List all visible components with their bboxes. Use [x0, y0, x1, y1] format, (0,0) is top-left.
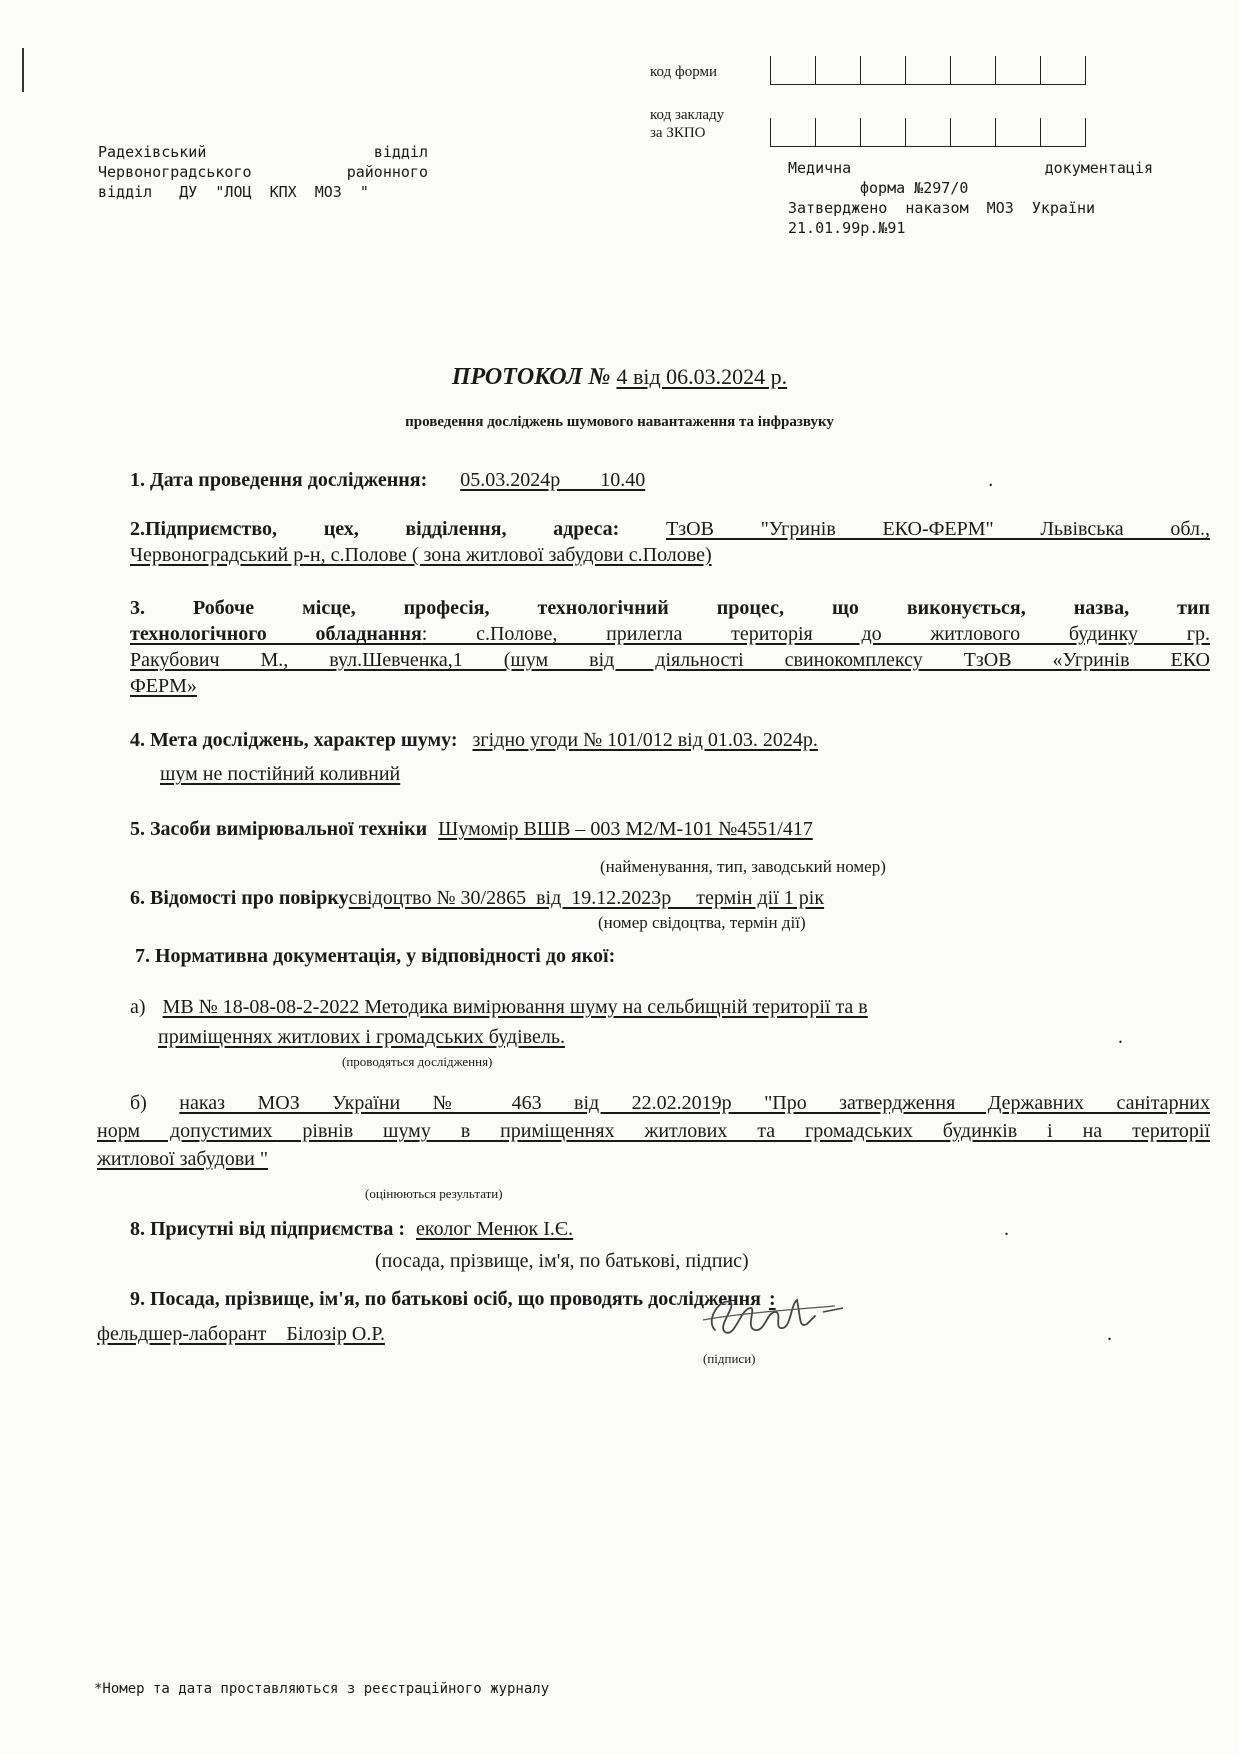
item-2-enterprise-cont: Червоноградський р-н, с.Полове ( зона житлової забудови с.Полове) [130, 544, 712, 566]
item-1-date: 1. Дата проведення дослідження: 05.03.2024р 10.40 . [130, 469, 994, 491]
item-7b-order: б) наказ МОЗ України № 463 від 22.02.2019р "Про затвердження Державних санітарних [130, 1092, 1211, 1114]
form-code-cells [770, 56, 1086, 85]
item-7b-order-end: житлової забудови " [97, 1148, 269, 1170]
margin-mark [22, 48, 24, 92]
item-6-caption: (номер свідоцтва, термін дії) [598, 913, 806, 932]
zkpo-cells-row [770, 118, 1086, 147]
item-7a-caption: (проводяться дослідження) [342, 1054, 493, 1069]
item-4-purpose: 4. Мета досліджень, характер шуму: згідно угоди № 101/012 від 01.03. 2024р. [130, 729, 818, 751]
zkpo-cells [770, 118, 1086, 147]
item-8-caption: (посада, прізвище, ім'я, по батькові, підпис) [375, 1250, 749, 1272]
signature-image [695, 1290, 855, 1350]
item-7b-caption: (оцінюються результати) [365, 1186, 503, 1201]
item-8-present: 8. Присутні від підприємства : еколог Менюк І.Є. . [130, 1218, 1009, 1240]
item-2-enterprise: 2.Підприємство, цех, відділення, адреса: ТзОВ "Угринів ЕКО-ФЕРМ" Львівська обл., [130, 518, 1211, 540]
form-code-row [650, 56, 1086, 85]
zkpo-label: код закладу за ЗКПО [650, 107, 725, 141]
item-4-noise-type: шум не постійний коливний [160, 763, 401, 785]
item-9-caption: (підписи) [703, 1351, 756, 1366]
item-9-conductors: 9. Посада, прізвище, ім'я, по батькові осіб, що проводять дослідження : [130, 1288, 776, 1310]
item-5-instrument: 5. Засоби вимірювальної техніки Шумомір ВШВ – 003 М2/М-101 №4551/417 [130, 818, 813, 840]
item-3-equipment: технологічного обладнання: с.Полове, прилегла територія до житлового будинку гр. [130, 623, 1210, 645]
protocol-subtitle: проведення досліджень шумового навантаження та інфразвуку [405, 414, 834, 430]
item-7b-order-cont: норм допустимих рівнів шуму в приміщеннях житлових та громадських будинків і на території [97, 1120, 1210, 1142]
footnote: *Номер та дата проставляються з реєстраційного журналу [94, 1681, 550, 1697]
item-7-normative: 7. Нормативна документація, у відповідності до якої: [135, 945, 616, 967]
item-5-caption: (найменування, тип, заводський номер) [600, 857, 886, 876]
med-doc-block: Медична документація форма №297/0 Затверджено наказом МОЗ України 21.01.99р.№91 [788, 159, 1153, 237]
item-7a-method: а) МВ № 18-08-08-2-2022 Методика вимірювання шуму на сельбищній території та в [130, 996, 868, 1018]
item-3-location: Ракубович М., вул.Шевченка,1 (шум від діяльності свинокомплексу ТзОВ «Угринів ЕКО [130, 649, 1210, 671]
item-7a-method-cont: приміщеннях житлових і громадських будівель. . [158, 1026, 1123, 1048]
protocol-title: ПРОТОКОЛ № 4 від 06.03.2024 р. [451, 364, 788, 390]
item-3-location-end: ФЕРМ» [130, 675, 197, 697]
form-code-label: код форми [650, 64, 717, 80]
item-9-conductor-name: фельдшер-лаборант Білозір О.Р. . [97, 1323, 1112, 1345]
organization-block: Радехівський відділ Червоноградського районного відділ ДУ "ЛОЦ КПХ МОЗ " [98, 143, 428, 201]
item-6-verification: 6. Відомості про повіркусвідоцтво № 30/2865 від 19.12.2023р термін дії 1 рік [130, 887, 825, 909]
item-3-workplace: 3. Робоче місце, професія, технологічний процес, що виконується, назва, тип [130, 597, 1210, 619]
